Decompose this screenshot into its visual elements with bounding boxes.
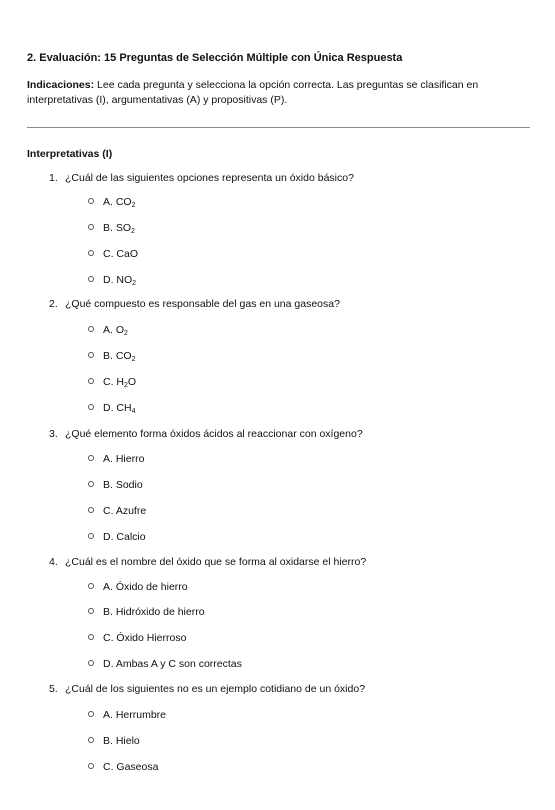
question-4 <box>49 556 366 568</box>
option-5b[interactable]: B. Hielo <box>88 735 140 747</box>
radio-bullet-icon <box>88 326 94 332</box>
question-number: 3. <box>49 428 58 440</box>
option-3b[interactable]: B. Sodio <box>88 479 143 491</box>
option-4b[interactable]: B. Hidróxido de hierro <box>88 606 205 618</box>
option-4d[interactable]: D. Ambas A y C son correctas <box>88 658 242 670</box>
radio-bullet-icon <box>88 352 94 358</box>
question-number: 5. <box>49 683 58 695</box>
radio-bullet-icon <box>88 198 94 204</box>
option-3a[interactable]: A. Hierro <box>88 453 144 465</box>
radio-bullet-icon <box>88 660 94 666</box>
radio-bullet-icon <box>88 507 94 513</box>
question-2 <box>49 298 340 310</box>
option-5c[interactable]: C. Gaseosa <box>88 761 158 773</box>
question-1 <box>49 172 354 184</box>
radio-bullet-icon <box>88 378 94 384</box>
radio-bullet-icon <box>88 763 94 769</box>
radio-bullet-icon <box>88 711 94 717</box>
radio-bullet-icon <box>88 533 94 539</box>
question-text: ¿Cuál de los siguientes no es un ejemplo cotidiano de un óxido? <box>65 683 366 695</box>
question-number: 2. <box>49 298 58 310</box>
horizontal-divider <box>27 127 530 128</box>
page-title: 2. Evaluación: 15 Preguntas de Selección Múltiple con Única Respuesta <box>27 52 403 64</box>
radio-bullet-icon <box>88 608 94 614</box>
option-4c[interactable]: C. Óxido Hierroso <box>88 632 186 644</box>
option-2c[interactable]: C. $H_2O$ <box>88 376 136 388</box>
option-2d[interactable]: D. $CH_4$ <box>88 402 136 414</box>
question-number: 1. <box>49 172 58 184</box>
radio-bullet-icon <box>88 583 94 589</box>
radio-bullet-icon <box>88 634 94 640</box>
option-2a[interactable]: A. $O_2$ <box>88 324 128 336</box>
option-5a[interactable]: A. Herrumbre <box>88 709 166 721</box>
question-3 <box>49 428 363 440</box>
question-text: ¿Cuál de las siguientes opciones representa un óxido básico? <box>65 172 354 184</box>
section-title: Interpretativas (I) <box>27 148 113 160</box>
radio-bullet-icon <box>88 404 94 410</box>
radio-bullet-icon <box>88 455 94 461</box>
question-number: 4. <box>49 556 58 568</box>
radio-bullet-icon <box>88 224 94 230</box>
question-text: ¿Cuál es el nombre del óxido que se forma al oxidarse el hierro? <box>65 556 367 568</box>
radio-bullet-icon <box>88 481 94 487</box>
instructions-text: Lee cada pregunta y selecciona la opción correcta. Las preguntas se clasifican en interpretativas (I), argumentativas (A) y propositivas (P). <box>27 79 479 106</box>
instructions <box>27 78 527 108</box>
option-1b[interactable]: B. $SO_2$ <box>88 222 135 234</box>
option-3d[interactable]: D. Calcio <box>88 531 146 543</box>
option-3c[interactable]: C. Azufre <box>88 505 146 517</box>
option-1d[interactable]: D. $NO_2$ <box>88 274 136 286</box>
option-4a[interactable]: A. Óxido de hierro <box>88 581 188 593</box>
radio-bullet-icon <box>88 250 94 256</box>
question-text: ¿Qué compuesto es responsable del gas en una gaseosa? <box>65 298 340 310</box>
question-5 <box>49 683 365 695</box>
question-text: ¿Qué elemento forma óxidos ácidos al reaccionar con oxígeno? <box>65 428 363 440</box>
instructions-label: Indicaciones: <box>27 79 95 91</box>
option-1c[interactable]: C. CaO <box>88 248 138 260</box>
radio-bullet-icon <box>88 737 94 743</box>
option-1a[interactable]: A. $CO_2$ <box>88 196 136 208</box>
radio-bullet-icon <box>88 276 94 282</box>
option-2b[interactable]: B. $CO_2$ <box>88 350 136 362</box>
